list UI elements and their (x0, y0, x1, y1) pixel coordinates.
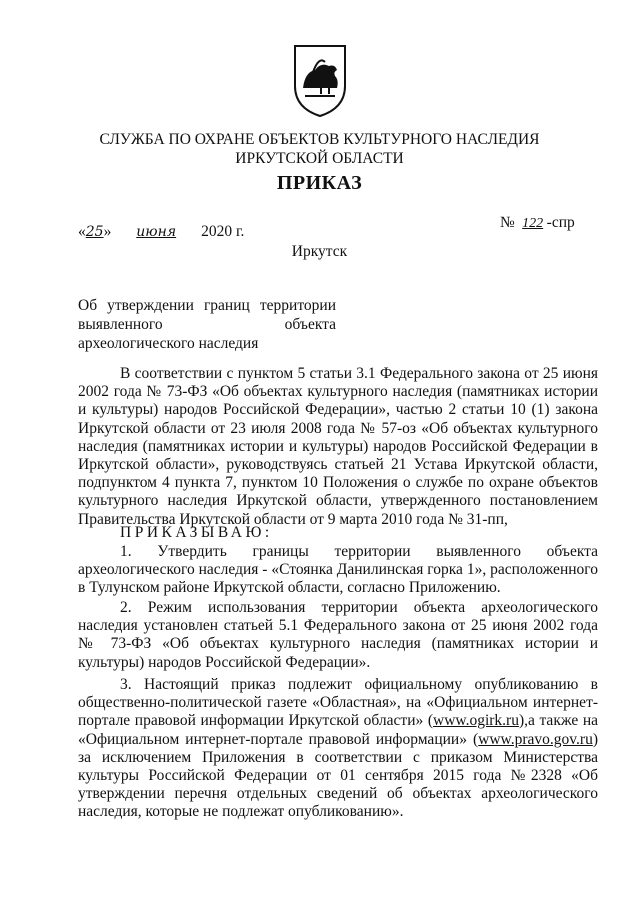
paragraph-3-part-b: ),а также на «Официальном интернет-портале правовой информации» ( (78, 712, 598, 748)
paragraph-3-part-a: 3. Настоящий приказ подлежит официальному опубликованию в общественно-политической газете «Областная», на «Официальном интернет-портале правовой информации Иркутской области» ( (78, 676, 598, 730)
document-date (78, 223, 244, 241)
coat-of-arms-icon (291, 42, 349, 118)
document-city: Иркутск (291, 243, 348, 260)
document-subject: Об утверждении границ территории выявленного объекта археологического наследия (78, 297, 336, 352)
paragraph-1: 1. Утвердить границы территории выявленного объекта археологического наследия - «Стоянка Данилинская горка 1», расположенного в Тулунском районе Иркутской области, согласно Приложению. (78, 543, 598, 597)
number-prefix: № (500, 214, 515, 231)
date-quote-close: » (103, 223, 112, 240)
number-suffix: -спр (546, 214, 575, 231)
organization-name-line1: СЛУЖБА ПО ОХРАНЕ ОБЪЕКТОВ КУЛЬТУРНОГО НАСЛЕДИЯ (99, 131, 540, 148)
date-year: 2020 г. (201, 223, 245, 240)
document-title: ПРИКАЗ (276, 172, 363, 194)
date-day: 25 (85, 224, 104, 240)
paragraph-3-part-c: ) за исключением Приложения в соответствии с приказом Министерства культуры Российской Федерации от 01 сентября 2015 года №2328 «Об утверждении перечня отдельных сведений об объектах археологического наследия, которые не подлежат опубликованию». (78, 730, 598, 821)
date-quote-open: « (78, 223, 86, 240)
order-heading: ПРИКАЗЫВАЮ: (120, 524, 273, 541)
document-number (500, 214, 575, 232)
link-ogirk[interactable]: www.ogirk.ru (433, 712, 519, 730)
paragraph-intro: В соответствии с пунктом 5 статьи 3.1 Федерального закона от 25 июня 2002 года № 73-ФЗ «Об объектах культурного наследия (памятниках истории и культуры) народов Российской Федерации», частью 2 статьи 10 (1) закона Иркутской области от 23 июля 2008 года № 57-оз «Об объектах культурного наследия (памятниках истории и культуры) народов Российской Федерации в Иркутской области», руководствуясь статьей 21 Устава Иркутской области, подпунктом 4 пункта 7, пунктом 10 Положения о службе по охране объектов культурного наследия Иркутской области, утвержденного постановлением Правительства Иркутской области от 9 марта 2010 года № 31-пп, (78, 365, 598, 528)
paragraph-2: 2. Режим использования территории объекта археологического наследия установлен статьей 5.1 Федерального закона от 25 июня 2002 года № 73-ФЗ «Об объектах культурного наследия (памятниках истории и культуры) народов Российской Федерации». (78, 599, 598, 671)
organization-name-line2: ИРКУТСКОЙ ОБЛАСТИ (235, 150, 404, 167)
link-pravo[interactable]: www.pravo.gov.ru (478, 730, 593, 748)
paragraph-3 (78, 676, 598, 822)
number-value: 122 (522, 216, 544, 231)
date-month: июня (136, 224, 177, 240)
